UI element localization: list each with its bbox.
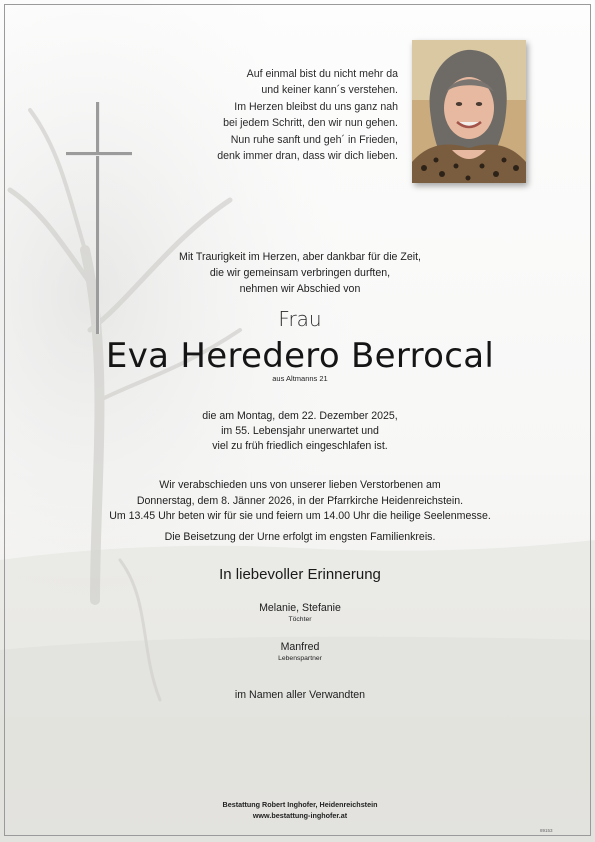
deceased-name: Eva Heredero Berrocal — [105, 336, 495, 376]
poem-line: bei jedem Schritt, den wir nun gehen. — [223, 117, 398, 130]
intro-line: Mit Traurigkeit im Herzen, aber dankbar für die Zeit, — [179, 251, 421, 263]
death-line: die am Montag, dem 22. Dezember 2025, — [202, 410, 398, 422]
death-line: im 55. Lebensjahr unerwartet und — [221, 424, 379, 437]
salutation: Frau — [278, 307, 322, 331]
relatives-line: im Namen aller Verwandten — [234, 689, 366, 701]
portrait-photo — [412, 40, 526, 183]
family-relation: Töchter — [288, 616, 312, 623]
poem-line: Im Herzen bleibst du uns ganz nah — [234, 100, 398, 113]
footer-company: Bestattung Robert Inghofer, Heidenreichstein — [222, 800, 378, 809]
poem-line: und keiner kann´s verstehen. — [261, 84, 398, 97]
burial-info: Die Beisetzung der Urne erfolgt im engsten Familienkreis. — [164, 531, 436, 543]
cross-symbol — [66, 102, 132, 334]
footer — [100, 800, 500, 821]
intro-text — [100, 249, 500, 298]
funeral-line: Wir verabschieden uns von unserer lieben Verstorbenen am — [159, 479, 441, 491]
family-entry — [150, 602, 450, 623]
funeral-line: Donnerstag, dem 8. Jänner 2026, in der Pfarrkirche Heidenreichstein. — [136, 494, 464, 507]
family-relation: Lebenspartner — [278, 655, 322, 662]
poem-line: denk immer dran, dass wir dich lieben. — [217, 150, 398, 163]
intro-line: die wir gemeinsam verbringen durften, — [209, 267, 391, 280]
deceased-origin: aus Altmanns 21 — [272, 374, 328, 383]
family-entry — [150, 641, 450, 662]
document-code: 89153 — [540, 828, 553, 833]
footer-website: www.bestattung-inghofer.at — [252, 810, 348, 820]
death-line: viel zu früh friedlich eingeschlafen ist. — [212, 439, 388, 452]
family-names: Melanie, Stefanie — [259, 602, 341, 614]
poem-line: Nun ruhe sanft und geh´ in Frieden, — [230, 133, 398, 146]
poem — [150, 66, 398, 164]
memory-heading: In liebevoller Erinnerung — [219, 566, 381, 583]
funeral-info — [40, 478, 560, 525]
poem-line: Auf einmal bist du nicht mehr da — [246, 68, 398, 80]
intro-line: nehmen wir Abschied von — [239, 283, 361, 296]
family-names: Manfred — [280, 641, 320, 653]
death-notice — [100, 409, 500, 453]
funeral-line: Um 13.45 Uhr beten wir für sie und feiern um 14.00 Uhr die heilige Seelenmesse. — [109, 510, 491, 523]
